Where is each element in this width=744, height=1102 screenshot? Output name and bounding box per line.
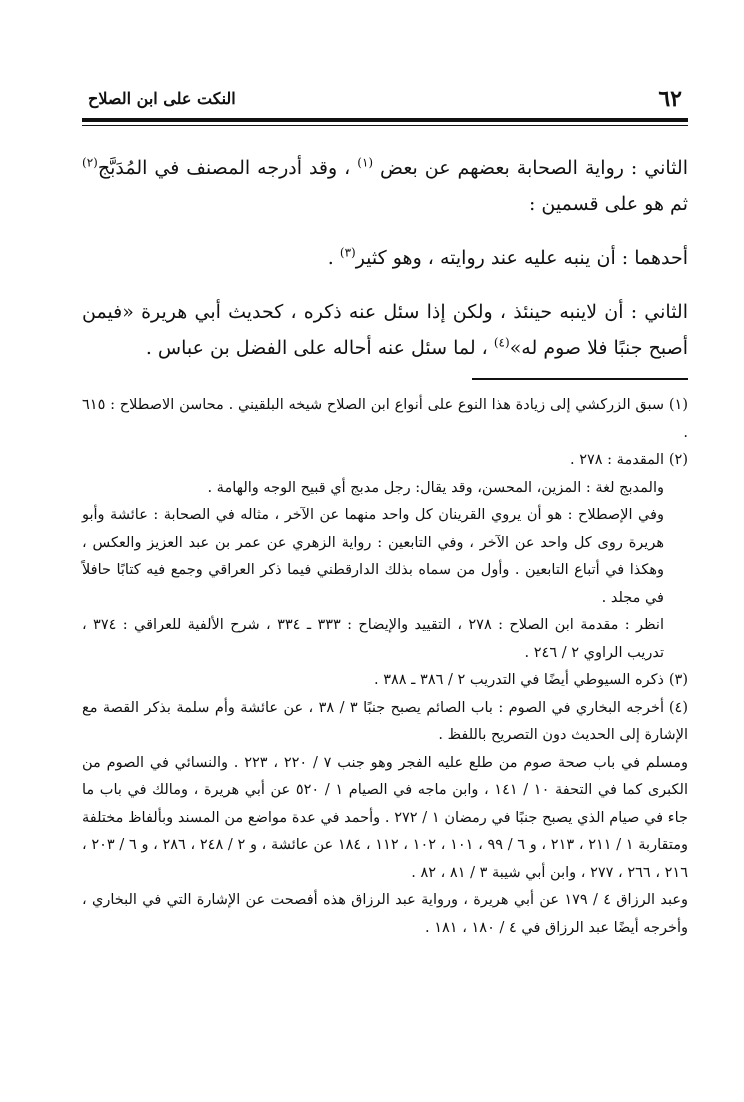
paragraph-1: الثاني : رواية الصحابة بعضهم عن بعض $^{(١)}$ ، وقد أدرجه المصنف في المُدَبَّج$^{(٢)}$ ثم هو على قسمين : <box>82 155 688 215</box>
footnote-2: (٢)المقدمة : ٢٧٨ . <box>82 447 688 475</box>
footnote-number: (٢) <box>668 452 688 468</box>
footnote-ref-3[interactable]: (٣) <box>339 245 356 260</box>
header-rule-thin <box>82 125 688 126</box>
footnote-4: (٤)أخرجه البخاري في الصوم : باب الصائم يصبح جنبًا ٣ / ٣٨ ، عن عائشة وأم سلمة بذكر القصة مع الإشارة إلى الحديث دون التصريح باللفظ . <box>82 695 688 750</box>
paragraph-2: أحدهما : أن ينبه عليه عند روايته ، وهو كثير$^{(٣)}$ . <box>327 245 688 269</box>
footnote-separator <box>472 378 688 380</box>
footnote-4-sources: ومسلم في باب صحة صوم من طلع عليه الفجر وهو جنب ٧ / ٢٢٠ ، ٢٢٣ . والنسائي في الصوم من الكبرى كما في التحفة ١٠ / ١٤١ ، وابن ماجه في الصيام ١ / ٥٢٠ عن أبي هريرة ، ومالك في باب ما جاء في صيام الذي يصبح جنبًا في رمضان ١ / ٢٧٢ . وأحمد في عدة مواضع من المسند وبألفاظ مختلفة ومتقاربة ١ / ٢١١ ، ٢١٣ ، و ٦ / ٩٩ ، ١٠١ ، ١٠٢ ، ١١٢ ، ١٨٤ عن عائشة ، و ٢ / ٢٤٨ ، ٢٨٦ ، و ٦ / ٢٠٣ ، ٢١٦ ، ٢٦٦ ، ٢٧٧ ، وابن أبي شيبة ٣ / ٨١ ، ٨٢ . <box>82 754 688 881</box>
footnote-number: (٤) <box>668 699 689 716</box>
page-header <box>82 84 688 114</box>
book-page <box>82 0 688 1102</box>
paragraph-3: الثاني : أن لاينبه حينئذ ، ولكن إذا سئل عنه ذكره ، كحديث أبي هريرة «فيمن أصبح جنبًا فلا صوم له»$^{(٤)}$ ، لما سئل عنه أحاله على الفضل بن عباس . <box>82 301 688 359</box>
footnote-ref-4[interactable]: (٤) <box>493 335 510 350</box>
main-text <box>82 150 688 384</box>
footnote-4-abdurrazzaq: وعبد الرزاق ٤ / ١٧٩ عن أبي هريرة ، ورواية عبد الرزاق هذه أفصحت عن الإشارة التي في البخاري ، وأخرجه أيضًا عبد الرزاق في ٤ / ١٨٠ ، ١٨١ . <box>82 892 688 936</box>
footnote-1: (١)سبق الزركشي إلى زيادة هذا النوع على أنواع ابن الصلاح شيخه البلقيني . محاسن الاصطلاح : ٦١٥ . <box>82 392 688 447</box>
page-number: ٦٢ <box>658 86 682 112</box>
footnote-2-definition-term: وفي الإصطلاح : هو أن يروي القرينان كل واحد منهما عن الآخر ، مثاله في الصحابة : عائشة وأبو هريرة روى كل واحد عن الآخر ، وفي التابعين : رواية الزهري عن عمر بن عبد العزيز والعكس ، وهكذا في أتباع التابعين . وأول من سماه بذلك الدارقطني فيما ذكر العراقي وجمع فيه كتابًا حافلاً في مجلد . <box>82 507 664 606</box>
footnote-number: (١) <box>668 397 688 413</box>
running-title: النكت على ابن الصلاح <box>88 89 236 108</box>
footnote-ref-2[interactable]: (٢) <box>82 155 98 170</box>
footnotes <box>82 392 688 942</box>
footnote-number: (٣) <box>668 672 688 688</box>
footnote-2-definition-lang: والمدبج لغة : المزين، المحسن، وقد يقال: رجل مدبج أي قبيح الوجه والهامة . <box>207 479 664 496</box>
footnote-3: (٣)ذكره السيوطي أيضًا في التدريب ٢ / ٣٨٦ ـ ٣٨٨ . <box>82 667 688 695</box>
header-rule-thick <box>82 118 688 122</box>
footnote-2-references: انظر : مقدمة ابن الصلاح : ٢٧٨ ، التقييد والإيضاح : ٣٣٣ ـ ٣٣٤ ، شرح الألفية للعراقي : ٣٧٤ ، تدريب الراوي ٢ / ٢٤٦ . <box>82 617 664 661</box>
footnote-ref-1[interactable]: (١) <box>357 155 374 170</box>
